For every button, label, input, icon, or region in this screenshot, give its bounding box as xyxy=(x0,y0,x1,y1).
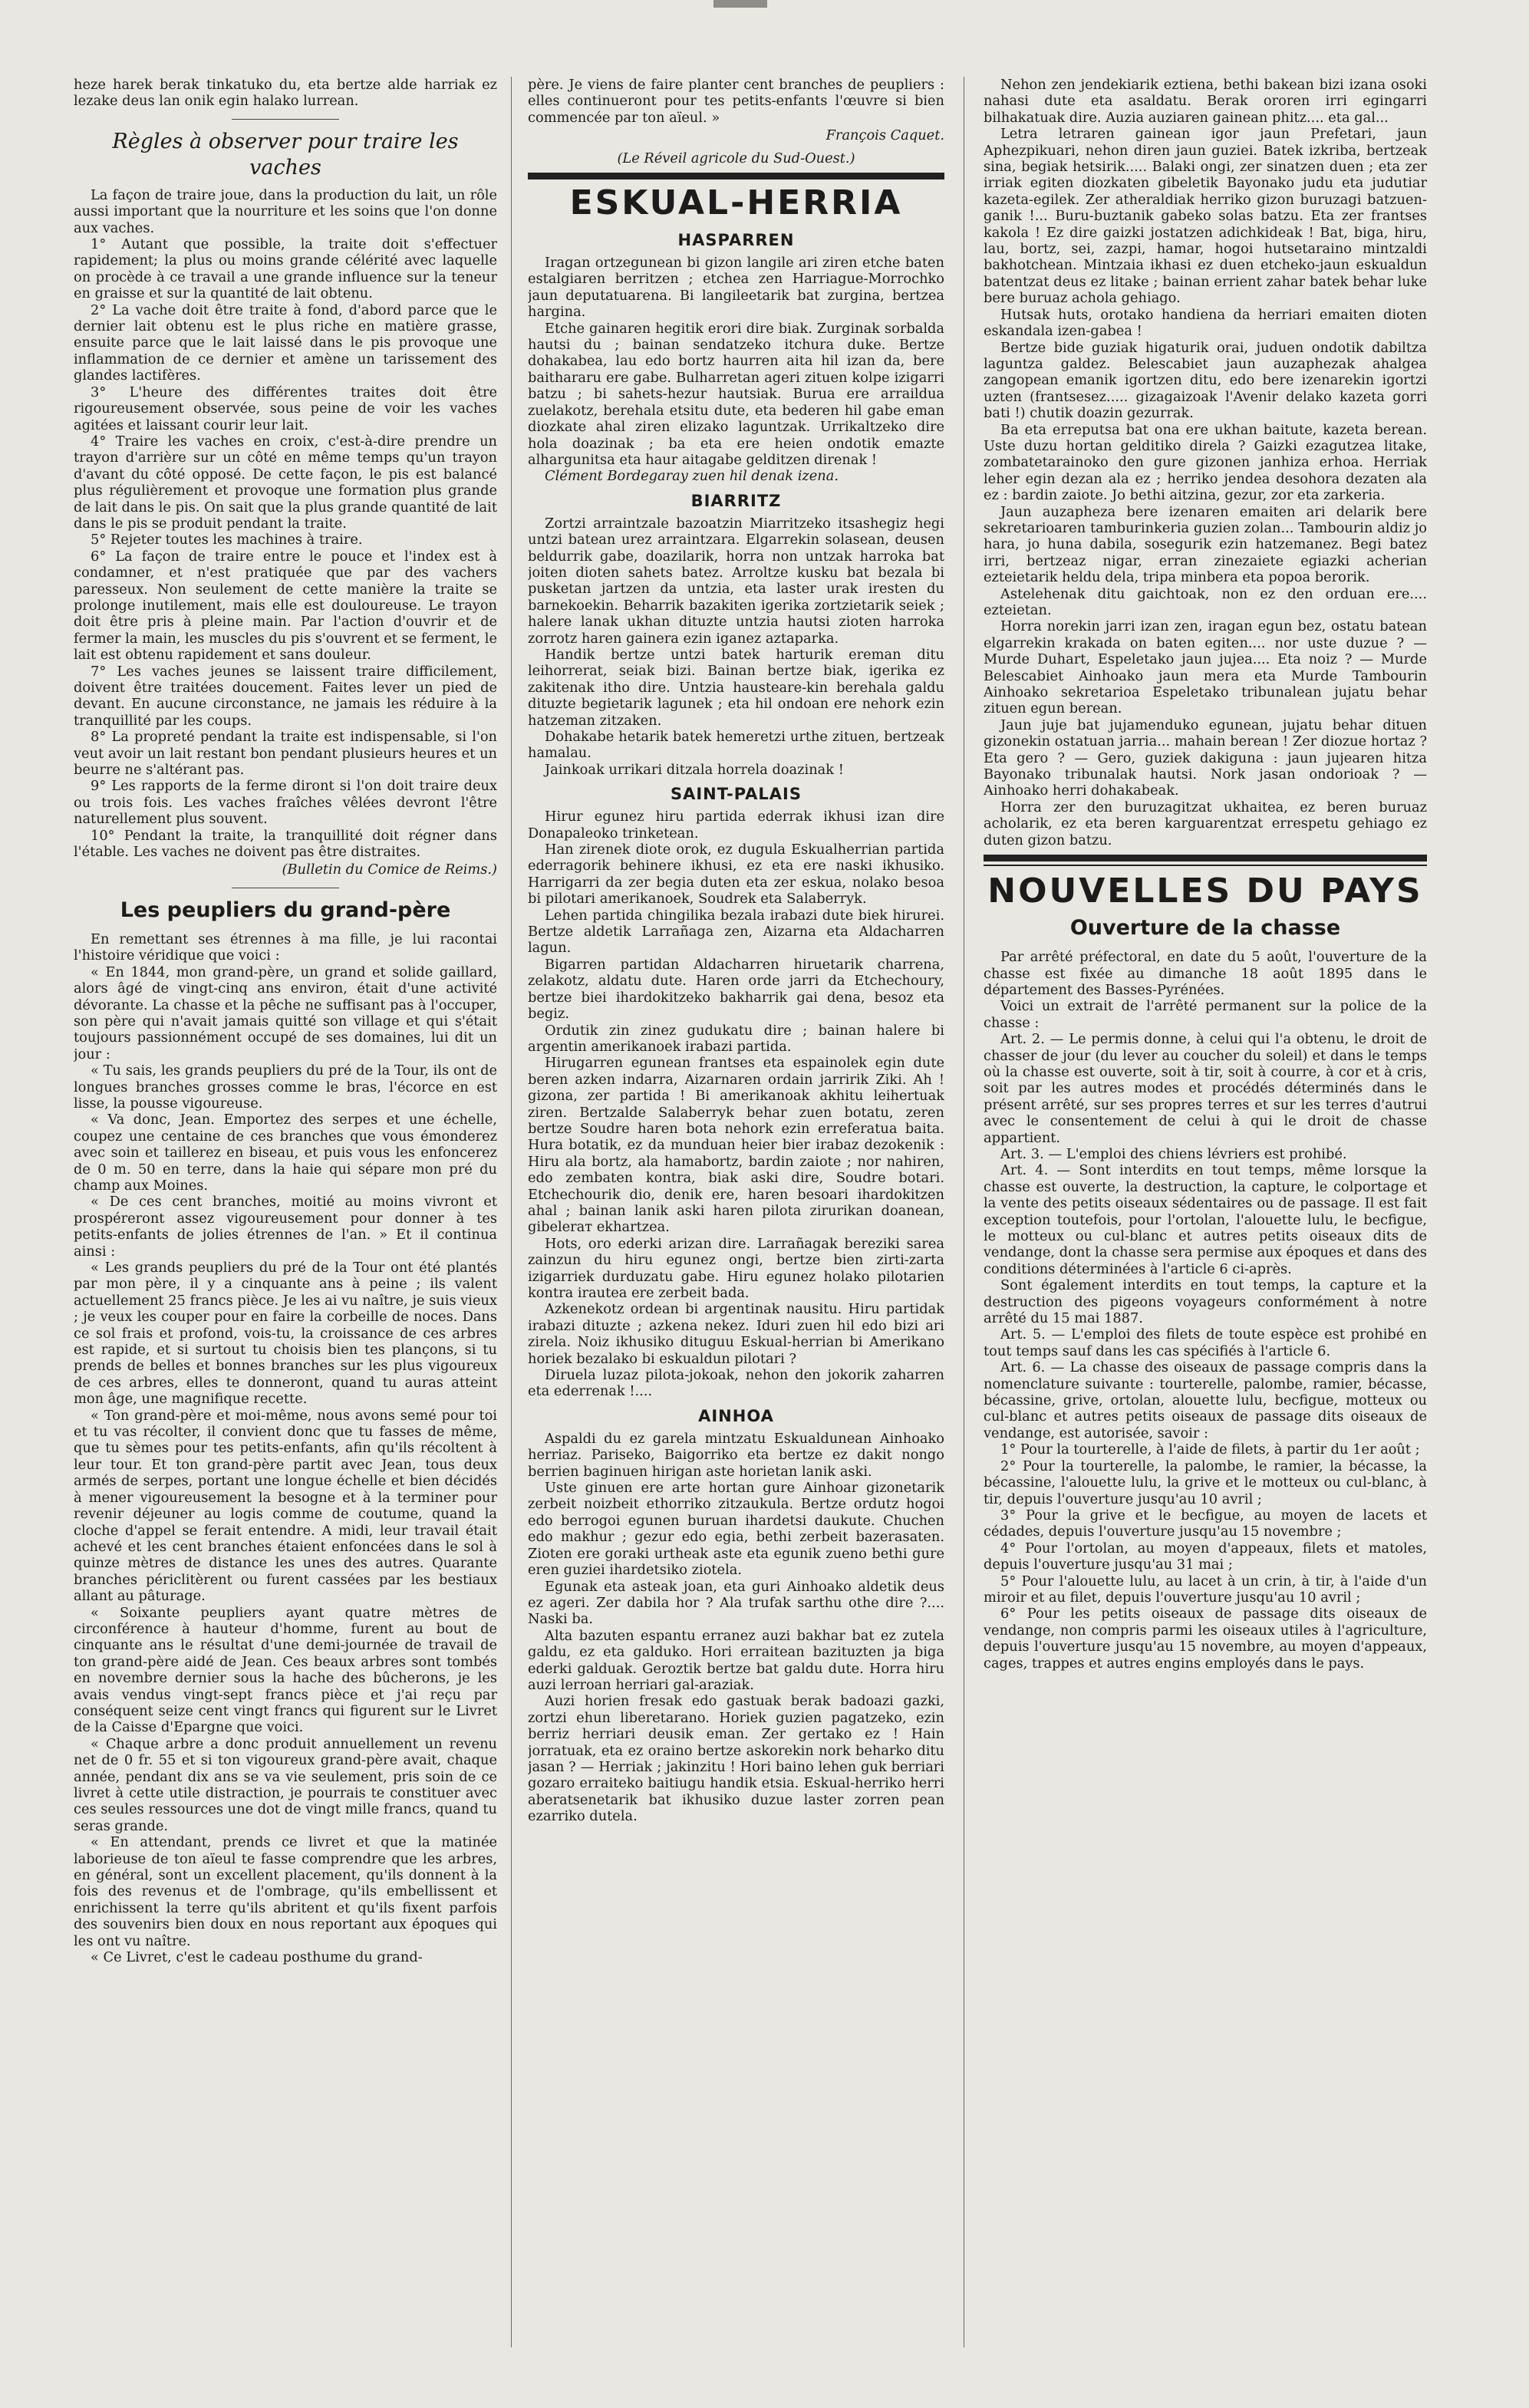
paragraph: 4° Traire les vaches en croix, c'est-à-dire prendre un trayon d'arrière sur un côté en même temps qu'un trayon d'avant du côté opposé. De cette façon, le pis est balancé plus régulièrement et provoque une formation plus grande de lait dans le pis. On sait que la plus grande quantité de lait dans le pis se produit pendant la traite. xyxy=(74,433,497,532)
section-banner-eskual-herria: ESKUAL-HERRIA xyxy=(569,183,903,223)
paragraph: père. Je viens de faire planter cent branches de peupliers : elles continueront pour tes petits-enfants l'œuvre si bien commencée par ton aïeul. » xyxy=(528,77,944,126)
article-title-traire: Règles à observer pour traire les vaches xyxy=(112,129,459,180)
paragraph: Aspaldi du ez garela mintzatu Eskualdunean Ainhoako herriaz. Pariseko, Baigorriko eta bertze ez dakit nongo berrien baginuen hirigan aste horietan lanik aski. xyxy=(528,1430,944,1480)
paragraph: Uste ginuen ere arte hortan gure Ainhoar gizonetarik zerbeit noizbeit ethorriko zitzaukula. Bertze ordutz hogoi edo berrogoi egunen buruan ihardetsi daukute. Chuchen edo makhur ; gezur edo egia, bethi zerbeit bazerasaten. Zioten ere goraki urtheak aste eta egunik zueno bethi gure eren guziei ihardetsiko ziotela. xyxy=(528,1480,944,1579)
paragraph: Art. 5. — L'emploi des filets de toute espèce est prohibé en tout temps sauf dans les cas spécifiés à l'article 6. xyxy=(984,1326,1427,1359)
column-2 xyxy=(528,77,944,2378)
paragraph: Clément Bordegaray zuen hil denak izena. xyxy=(545,468,839,485)
paragraph: 5° Rejeter toutes les machines à traire. xyxy=(91,532,363,548)
paragraph: « Ce Livret, c'est le cadeau posthume du grand- xyxy=(91,1949,423,1966)
paragraph: heze harek berak tinkatuko du, eta bertze alde harriak ez lezake deus lan onik egin halako lurrean. xyxy=(74,77,497,110)
paragraph: « Tu sais, les grands peupliers du pré de la Tour, ils ont de longues branches grosses comme le bras, l'écorce en est lisse, la pousse vigoureuse. xyxy=(74,1062,497,1112)
paragraph: Art. 4. — Sont interdits en tout temps, même lorsque la chasse est ouverte, la destruction, la capture, le colportage et la vente des petits oiseaux sédentaires ou de passage. Il est fait exception toutefois, pour l'ortolan, l'alouette lulu, le becfigue, le motteux ou cul-blanc et autres petits oiseaux dits de vendange, dont la chasse sera permise aux époques et dans des conditions déterminées à l'article 6 ci-après. xyxy=(984,1162,1427,1277)
paragraph: Par arrêté préfectoral, en date du 5 août, l'ouverture de la chasse est fixée au dimanche 18 août 1895 dans le département des Basses-Pyrénées. xyxy=(984,949,1427,998)
paragraph: 1° Autant que possible, la traite doit s'effectuer rapidement; la plus ou moins grande célérité avec laquelle on procède à ce travail a une grande influence sur la teneur en graisse et sur la quantité de lait obtenu. xyxy=(74,236,497,302)
paragraph: Horra zer den buruzagitzat ukhaitea, ez beren buruaz acholarik, ez eta beren karguarentzat errespetu gehiago ez duten gizon batzu. xyxy=(984,799,1427,848)
paragraph: Iragan ortzegunean bi gizon langile ari ziren etche baten estalgiaren berritzen ; etchea zen Harriague-Morrochko jaun deputatuarena. Bi langileetarik bat zurgina, bertzea hargina. xyxy=(528,255,944,321)
paragraph: 6° Pour les petits oiseaux de passage dits oiseaux de vendange, non compris parmi les oiseaux utiles à l'agriculture, depuis l'ouverture jusqu'au 15 novembre, au moyen d'appeaux, cages, trappes et autres engins employés dans le pays. xyxy=(984,1606,1427,1672)
paragraph: Voici un extrait de l'arrêté permanent sur la police de la chasse : xyxy=(984,998,1427,1031)
paragraph: 8° La propreté pendant la traite est indispensable, si l'on veut avoir un lait restant bon pendant plusieurs heures et un beurre ne s'altérant pas. xyxy=(74,729,497,779)
paragraph: 2° La vache doit être traite à fond, d'abord parce que le dernier lait obtenu est le plus riche en matière grasse, ensuite parce que le lait laissé dans le pis provoque une inflammation de ce dernier et amène un tarissement des glandes lactifères. xyxy=(74,301,497,384)
paragraph: La façon de traire joue, dans la production du lait, un rôle aussi important que la nourriture et les soins que l'on donne aux vaches. xyxy=(74,186,497,236)
paragraph: Art. 6. — La chasse des oiseaux de passage compris dans la nomenclature suivante : tourterelle, palombe, ramier, bécasse, bécassine, grive, ortolan, alouette lulu, becfigue, motteux ou cul-blanc et autres petits oiseaux de passage dits oiseaux de vendange, est autorisée, savoir : xyxy=(984,1359,1427,1441)
paragraph: Art. 2. — Le permis donne, à celui qui l'a obtenu, le droit de chasser de jour (du lever au coucher du soleil) et dans le temps où la chasse est ouverte, soit à tir, soit à courre, à cor et à cris, soit par les autres modes et procédés déterminés dans le présent arrêté, sur ses propres terres et sur les terres d'autrui avec le consentement de celui à qui le droit de chasse appartient. xyxy=(984,1031,1427,1146)
separator xyxy=(232,119,339,120)
column-3 xyxy=(984,77,1427,2378)
paragraph: Auzi horien fresak edo gastuak berak badoazi gazki, zortzi ehun liberetarano. Horiek guzien pagatzeko, ezin berriz herriari deusik eman. Zer gertako ez ! Hain jorratuak, eta ez oraino bertze askorekin nork beharko ditu jasan ? — Herriak ; jakinzitu ! Hori baino lehen guk berriari gozaro erraiteko baitiugu handik etsia. Eskual-herriko herri aberatsenetarik bat ikhusiko duzue laster zorren pean ezarriko dutela. xyxy=(528,1693,944,1825)
author-signature: François Caquet. xyxy=(825,127,944,144)
source-citation: (Bulletin du Comice de Reims.) xyxy=(282,861,497,878)
paragraph: Letra letraren gainean igor jaun Prefetari, jaun Aphezpikuari, nehon diren jaun guziei. Batek izkriba, bertzeak sina, begiak hetsirik..... Balaki ongi, zer sinatzen duen ; eta zer irriak egiten diozkaten gibeletik Bayonako judu eta judutiar kazeta-egilek. Zer atheraldiak herriko gizon buruzagi batzuen-ganik !... Buru-buztanik gabeko solas batzu. Eta zer frantses kakola ! Ez dire gaizki jostatzen adichkideak ! Bat, biga, hiru, lau, bortz, sei, zazpi, hamar, hogoi hutsetaraino mintzaldi bakhotchean. Mintzaia ikhasi ez duen etcheko-jaun eskualdun batentzat deus ez litake ; bainan errient zahar batek behar luke bere buruaz achola gehiago. xyxy=(984,126,1427,307)
paragraph: 9° Les rapports de la ferme diront si l'on doit traire deux ou trois fois. Les vaches fraîches vêlées devront l'être naturellement plus souvent. xyxy=(74,778,497,828)
paragraph: Lehen partida chingilika bezala irabazi dute biek hirurei. Bertze aldetik Larrañaga zen, Aizarna eta Aldacharren lagun. xyxy=(528,907,944,957)
paragraph: Hots, oro ederki arizan dire. Larrañagak bereziki sarea zainzun du hiru egunez ongi, bertze bien zirti-zarta izigarriek durduzatu gabe. Hiru egunez holako pilotarien kontra irautea ere zerbeit bada. xyxy=(528,1235,944,1301)
paragraph: 5° Pour l'alouette lulu, au lacet à un crin, à tir, à l'aide d'un miroir et au filet, depuis l'ouverture jusqu'au 10 avril ; xyxy=(984,1573,1427,1606)
paragraph: « Ton grand-père et moi-même, nous avons semé pour toi et tu vas récolter, il convient donc que tu fasses de même, que tu sèmes pour tes petits-enfants, afin qu'ils récoltent à leur tour. Et ton grand-père partit avec Jean, tous deux armés de serpes, portant une longue échelle et bien décidés à mener vigoureusement la besogne et à la terminer pour revenir déjeuner au logis comme de coutume, quand la cloche d'appel se ferait entendre. A midi, leur travail était achevé et les cent branches étaient enfoncées dans le sol à quinze mètres de distance les unes des autres. Quarante branches périclitèrent ou furent cassées par les bestiaux allant au pâturage. xyxy=(74,1407,497,1605)
paragraph: Azkenekotz ordean bi argentinak nausitu. Hiru partidak irabazi dituzte ; azkena nekez. Iduri zuen hil edo bizi ari zirela. Noiz ikhusiko dituguu Eskual-herrian bi Amerikano horiek bezalako bi eskualdun pilotari ? xyxy=(528,1301,944,1367)
paragraph: Nehon zen jendekiarik eztiena, bethi bakean bizi izana osoki nahasi dute eta asaldatu. Berak ororen irri egingarri bilhakatuak dire. Auzia auziaren gainean phitz.... eta gal... xyxy=(984,77,1427,126)
article-title-peupliers: Les peupliers du grand-père xyxy=(120,898,451,922)
section-banner-nouvelles: NOUVELLES DU PAYS xyxy=(987,871,1423,911)
paragraph: 4° Pour l'ortolan, au moyen d'appeaux, filets et matoles, depuis l'ouverture jusqu'au 31 mai ; xyxy=(984,1540,1427,1573)
paragraph: Ordutik zin zinez gudukatu dire ; bainan halere bi argentin amerikanoek irabazi partida. xyxy=(528,1022,944,1055)
paragraph: « En attendant, prends ce livret et que la matinée laborieuse de ton aïeul te fasse comprendre que les arbres, en général, sont un excellent placement, qu'ils donnent à la fois des revenus et de l'ombrage, qu'ils embellissent et enrichissent la terre qu'ils abritent et qu'ils fixent parfois des souvenirs bien doux en nous reportant aux époques qui les ont vu naître. xyxy=(74,1834,497,1949)
paragraph: Egunak eta asteak joan, eta guri Ainhoako aldetik deus ez ageri. Zer dabila hor ? Ala trufak sarthu othe dire ?.... Naski ba. xyxy=(528,1578,944,1628)
article-title-chasse: Ouverture de la chasse xyxy=(1069,916,1341,940)
paragraph: 10° Pendant la traite, la tranquillité doit régner dans l'étable. Les vaches ne doivent pas être distraites. xyxy=(74,827,497,861)
paragraph: 1° Pour la tourterelle, à l'aide de filets, à partir du 1er août ; xyxy=(1000,1441,1420,1458)
page-top-mark xyxy=(713,0,767,8)
source-citation: (Le Réveil agricole du Sud-Ouest.) xyxy=(617,150,855,166)
section-rule xyxy=(528,173,944,180)
paragraph: 3° Pour la grive et le becfigue, au moyen de lacets et cédades, depuis l'ouverture jusqu'au 15 novembre ; xyxy=(984,1507,1427,1540)
paragraph: Etche gainaren hegitik erori dire biak. Zurginak sorbalda hautsi du ; bainan sendatzeko itchura duke. Bertze dohakabea, lau edo bortz haurren aita hil izan da, bere baithararu ere gabe. Bulharretan ageri zituen kolpe izigarri batzu ; bi sahets-hezur hautsiak. Burua ere arraildua zuelakotz, berehala etsitu dute, eta bederen hil gabe eman diozkate ahal ziren elizako laguntzak. Urrikaltzeko dire hola doazinak ; ba eta ere heien ondotik emazte alhargunitsa eta haur aitagabe gelditzen direnak ! xyxy=(528,320,944,468)
paragraph: « De ces cent branches, moitié au moins vivront et prospéreront assez vigoureusement pour donner à tes petits-enfants de jolies étrennes de l'an. » Et il continua ainsi : xyxy=(74,1194,497,1260)
column-divider xyxy=(511,77,512,2347)
paragraph: Ba eta erreputsa bat ona ere ukhan baitute, kazeta berean. Uste duzu hortan gelditiko direla ? Gaizki ezagutzea litake, zombatetarainoko den gure gizonen janhiza erhoa. Herriak leher egin dezan ala ez ; herriko jendea desohora dezaten ala ez : bardin zaiote. Jo bethi aitzina, gezur, zor eta zarkeria. xyxy=(984,421,1427,504)
paragraph: Zortzi arraintzale bazoatzin Miarritzeko itsashegiz hegi untzi batean urez arraintzara. Elgarrekin solasean, deusen beldurrik gabe, doazilarik, horra non untzak harroka bat joiten dioten sahets batez. Arroltze kusku bat bezala bi pusketan jartzen da untzia, eta laster urak iresten du barnekoekin. Beharrik bazakiten igerika zortzietarik seiek ; halere lanak ukhan dituzte untzia hautsi zioten harroka zorrotz haren gainera ezin iganez aztaparka. xyxy=(528,515,944,647)
subheading-ainhoa: AINHOA xyxy=(698,1406,774,1425)
paragraph: Jaun auzapheza bere izenaren emaiten ari delarik bere sekretarioaren tamburinkeria guzien zolan... Tambourin aldiz jo hara, jo hunа dabila, sosegurik ezin hatzemanez. Begi batez irri, bertzeaz nigar, erran zinezaiete egiazki acherian ezteietarik heldu dela, tripa minbera eta popoa berorik. xyxy=(984,503,1427,586)
paragraph: Dohakabe hetarik batek hemeretzi urthe zituen, bertzeak hamalau. xyxy=(528,729,944,762)
paragraph: Han zirenek diote orok, ez dugula Eskualherrian partida ederragorik behinere ikhusi, ez eta ere naski ikhusiko. Harrigarri da zer begia duten eta zer eskua, nolako besoa bi pilotari amerikanoek, Soudrek eta Salaberryk. xyxy=(528,842,944,908)
paragraph: « Chaque arbre a donc produit annuellement un revenu net de 0 fr. 55 et si ton vigoureux grand-père avait, chaque année, pendant dix ans se va vie seulement, pris soin de ce livret à cette utile distraction, je pourrais te constituer avec ces seules ressources une dot de vingt mille francs, quand tu seras grande. xyxy=(74,1735,497,1834)
paragraph: « Les grands peupliers du pré de la Tour ont été plantés par mon père, il y a cinquante ans à peine ; ils valent actuellement 25 francs pièce. Je les ai vu naître, je suis vieux ; je veux les couper pour en faire la corbeille de noces. Dans ce sol frais et profond, vois-tu, la croissance de ces arbres est rapide, et si surtout tu choisis bien tes plançons, si tu prends de belles et bonnes branches sur les plus vigoureux de ces arbres, elles te donneront, quand tu auras atteint mon âge, une magnifique recette. xyxy=(74,1260,497,1408)
paragraph: Art. 3. — L'emploi des chiens lévriers est prohibé. xyxy=(1000,1145,1347,1162)
paragraph: Hirur egunez hiru partida ederrak ikhusi izan dire Donapaleoko trinketean. xyxy=(528,809,944,842)
paragraph: Diruela luzaz pilota-jokoak, nehon den jokorik zaharren eta ederrenak !.... xyxy=(528,1367,944,1400)
subheading-hasparren: HASPARREN xyxy=(677,231,795,250)
subheading-biarritz: BIARRITZ xyxy=(690,491,782,510)
paragraph: Sont également interdits en tout temps, la capture et la destruction des pigeons voyageurs conformément à notre arrêté du 15 mai 1887. xyxy=(984,1277,1427,1327)
paragraph: Jainkoak urrikari ditzala horrela doazinak ! xyxy=(545,761,844,778)
paragraph: Hirugarren egunean frantses eta espainolek egin dute beren azken indarra, Aizarnaren ordain jarririk Ziki. Ah ! gizona, zer partida ! Bi amerikanoak akhitu leihertuak ziren. Bertzalde Salaberryk behar zuen botatu, zeren bertze Soudre haren bota nehork ezin erreferatua baita. Hura botatik, ez da munduan heier bier irabaz dezokenik : Hiru ala bortz, ala hamabortz, bardin zaiote ; nor nahiren, edo zembaten kontra, biak aski dire, Soudre botari. Etchechourik dio, denik ere, haren besoari ihardokitzen ahal ; bainan lanik aski haren pilota zirurikan doanean, gibeleraт ekhartzea. xyxy=(528,1055,944,1236)
paragraph: Astelehenak ditu gaichtoak, non ez den orduan ere.... ezteietan. xyxy=(984,585,1427,618)
section-rule xyxy=(984,855,1427,861)
column-1 xyxy=(74,77,497,2378)
section-rule xyxy=(984,865,1427,866)
paragraph: « Va donc, Jean. Emportez des serpes et une échelle, coupez une centaine de ces branches que vous émonderez avec soin et taillerez en biseau, et puis vous les enfoncerez de 0 m. 50 en terre, dans la haie qui sépare mon pré du champ aux Moines. xyxy=(74,1112,497,1194)
subheading-saint-palais: SAINT-PALAIS xyxy=(670,785,802,804)
paragraph: 2° Pour la tourterelle, la palombe, le ramier, la bécasse, la bécassine, l'alouette lulu, la grive et le motteux ou cul-blanc, à tir, depuis l'ouverture jusqu'au 10 avril ; xyxy=(984,1458,1427,1507)
paragraph: 6° La façon de traire entre le pouce et l'index est à condamner, et n'est pratiquée que par des vachers paresseux. Non seulement de cette manière la traite se prolonge inutilement, mais elle est douloureuse. Le trayon doit être pris à pleine main. Par l'action d'ouvrir et de fermer la main, les muscles du pis s'ouvrent et se ferment, le lait est obtenu rapidement et sans douleur. xyxy=(74,548,497,664)
paragraph: Bigarren partidan Aldacharren hiruetarik charrena, zelakotz, aldatu dute. Haren orde jarri da Etchechoury, bertze biei ihardokitzeko bakharrik gai dena, besoz eta begiz. xyxy=(528,956,944,1023)
paragraph: Alta bazuten espantu erranez auzi bakhar bat ez zutela galdu, ez eta galduko. Hori erraitean bazituzten ja biga ederki galduak. Geroztik bertze bat galdu dute. Horra hiru auzi lerroan herriari gal-araziak. xyxy=(528,1627,944,1693)
paragraph: « En 1844, mon grand-père, un grand et solide gaillard, alors âgé de vingt-cinq ans environ, était d'une activité dévorante. La chasse et la pêche ne suffisant pas à l'occuper, son père qui n'avait jamais quitté son village et qui s'était toujours passionnément occupé de ses domaines, lui dit un jour : xyxy=(74,964,497,1062)
paragraph: 3° L'heure des différentes traites doit être rigoureusement observée, sous peine de voir les vaches agitées et laissant courir leur lait. xyxy=(74,384,497,433)
paragraph: Handik bertze untzi batek harturik ereman ditu leihorrerat, seiak bizi. Bainan bertze biak, igerika ez zakitenak itho dire. Untzia hausteare-kin berehala galdu dituzte begietarik lagunek ; eta hil ondoan ere nehork ezin hatzeman zitzaken. xyxy=(528,646,944,729)
paragraph: Jaun juje bat jujamenduko egunean, jujatu behar dituen gizonekin ostatuan jarria... mahain berean ! Zer diozue hortaz ? Eta gero ? — Gero, guziek dakiguna : jaun jujearen hitza Bayonako tribunalak hautsi. Nork jasan ondorioak ? — Ainhoako herri dohakabeak. xyxy=(984,716,1427,799)
paragraph: Bertze bide guziak higaturik orai, juduen ondotik dabiltza laguntza galdez. Belescabiet jaun auzaphezak ahalgea zangopean emanik igortzen ditu, edo bere izenarekin igortzi uzten (frantsesez..... gizagaizoak l'Avenir delako kazeta gorri bati !) chutik doazin gezurrak. xyxy=(984,339,1427,422)
paragraph: 7° Les vaches jeunes se laissent traire difficilement, doivent être traitées doucement. Faites lever un pied de devant. En aucune circonstance, ne jamais les réduire à la tranquillité par les coups. xyxy=(74,663,497,729)
paragraph: Horra norekin jarri izan zen, iragan egun bez, ostatu batean elgarrekin krakada on baten egiten.... nor uste duzue ? — Murde Duhart, Espeletako jaun jujea.... Eta noiz ? — Murde Belescabiet Ainhoako jaun mera eta Murde Tambourin Ainhoako sekretarioa Espeletako tribunalean jujatu behar zituen egun berean. xyxy=(984,618,1427,717)
paragraph: Hutsak huts, orotako handiena da herriari emaiten dioten eskandala izen-gabea ! xyxy=(984,306,1427,340)
paragraph: « Soixante peupliers ayant quatre mètres de circonférence à hauteur d'homme, furent au bout de cinquante ans le résultat d'une demi-journée de travail de ton grand-père aidé de Jean. Ces beaux arbres sont tombés en novembre dernier sous la hache des bûcherons, je les avais vendus vingt-sept francs pièce et j'ai reçu par conséquent seize cent vingt francs qui figurent sur le Livret de la Caisse d'Epargne que voici. xyxy=(74,1604,497,1736)
paragraph: En remettant ses étrennes à ma fille, je lui racontai l'histoire véridique que voici : xyxy=(74,931,497,964)
